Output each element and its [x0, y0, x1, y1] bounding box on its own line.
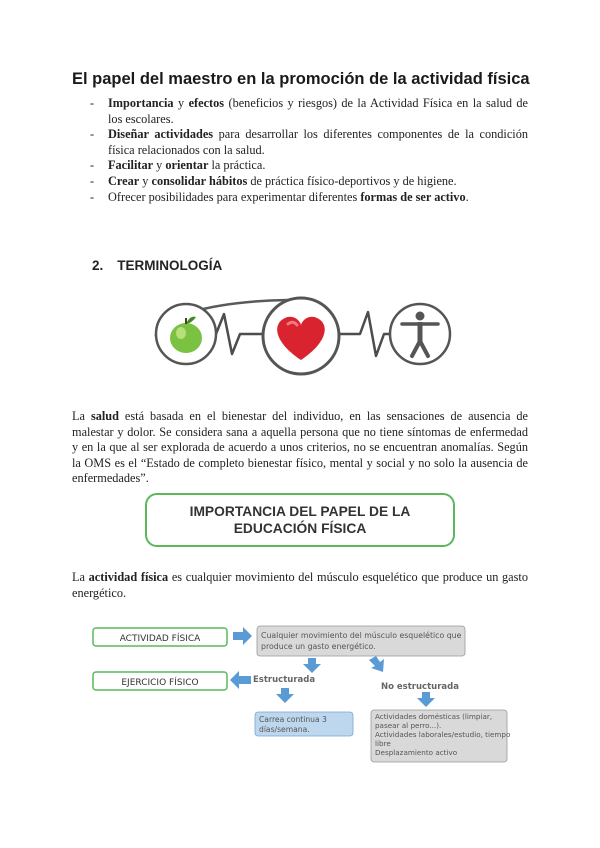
arrow-down-right-icon — [369, 656, 384, 672]
teacher-role-list — [90, 96, 528, 205]
svg-text:Carrea continua 3: Carrea continua 3 — [259, 715, 327, 724]
apple-icon — [156, 304, 216, 364]
ejercicio-fisico-box — [93, 672, 227, 690]
section-heading: 2. TERMINOLOGÍA — [92, 258, 223, 273]
activity-diagram — [85, 622, 515, 772]
arrow-down-icon — [417, 692, 435, 707]
svg-text:Cualquier movimiento del múscu: Cualquier movimiento del músculo esquelético que — [261, 631, 462, 640]
salud-paragraph: La salud está basada en el bienestar del individuo, en las sensaciones de ausencia de malestar y dolor. Se considera sana a aquella persona que no tiene síntomas de enfermedad y en la que al ser explorada de acuerdo a unos criterios, no se encuentran anomalías. Según la OMS es el “Estado de completo bienestar físico, mental y social y no solo la ausencia de enfermedades”. — [72, 409, 528, 485]
arrow-right-icon — [233, 627, 252, 645]
svg-text:EJERCICIO FÍSICO: EJERCICIO FÍSICO — [121, 678, 199, 688]
svg-text:pasear al perro...).: pasear al perro...). — [375, 721, 442, 730]
arrow-down-icon — [303, 658, 321, 673]
arrow-down-icon — [276, 688, 294, 703]
actividad-fisica-box — [93, 628, 227, 646]
list-item: - Ofrecer posibilidades para experimentar diferentes formas de ser activo. — [90, 189, 469, 204]
health-banner — [148, 294, 454, 378]
svg-text:Actividades laborales/estudio,: Actividades laborales/estudio, tiempo — [375, 730, 511, 739]
svg-text:Desplazamiento activo: Desplazamiento activo — [375, 748, 458, 757]
importance-box: IMPORTANCIA DEL PAPEL DE LA EDUCACIÓN FÍSICA — [145, 493, 455, 547]
no-estructurada-box — [371, 710, 510, 762]
list-item: - Importancia y efectos (beneficios y riesgos) de la Actividad Física en la salud de los escolares. — [90, 96, 528, 126]
no-estructurada-label: No estructurada — [381, 682, 459, 692]
svg-text:Actividades domésticas (limpia: Actividades domésticas (limpiar, — [375, 712, 493, 721]
carrera-box — [255, 712, 353, 736]
svg-text:ACTIVIDAD FÍSICA: ACTIVIDAD FÍSICA — [119, 634, 201, 644]
svg-text:días/semana.: días/semana. — [259, 725, 310, 734]
list-item: - Crear y consolidar hábitos de práctica físico-deportivos y de higiene. — [90, 173, 457, 188]
list-item: - Facilitar y orientar la práctica. — [90, 158, 266, 173]
list-item: - Diseñar actividades para desarrollar los diferentes componentes de la condición física relacionados con la salud. — [90, 127, 528, 157]
human-body-icon — [390, 304, 450, 364]
svg-text:libre: libre — [375, 739, 391, 748]
estructurada-label: Estructurada — [253, 675, 316, 685]
actividad-paragraph: La actividad física es cualquier movimiento del músculo esquelético que produce un gasto energético. — [72, 570, 528, 600]
svg-text:produce un gasto energético.: produce un gasto energético. — [261, 642, 376, 651]
section-title: El papel del maestro en la promoción de la actividad física — [72, 70, 530, 88]
heart-icon — [263, 298, 339, 374]
definition-box — [257, 626, 465, 656]
arrow-left-icon — [230, 671, 251, 689]
